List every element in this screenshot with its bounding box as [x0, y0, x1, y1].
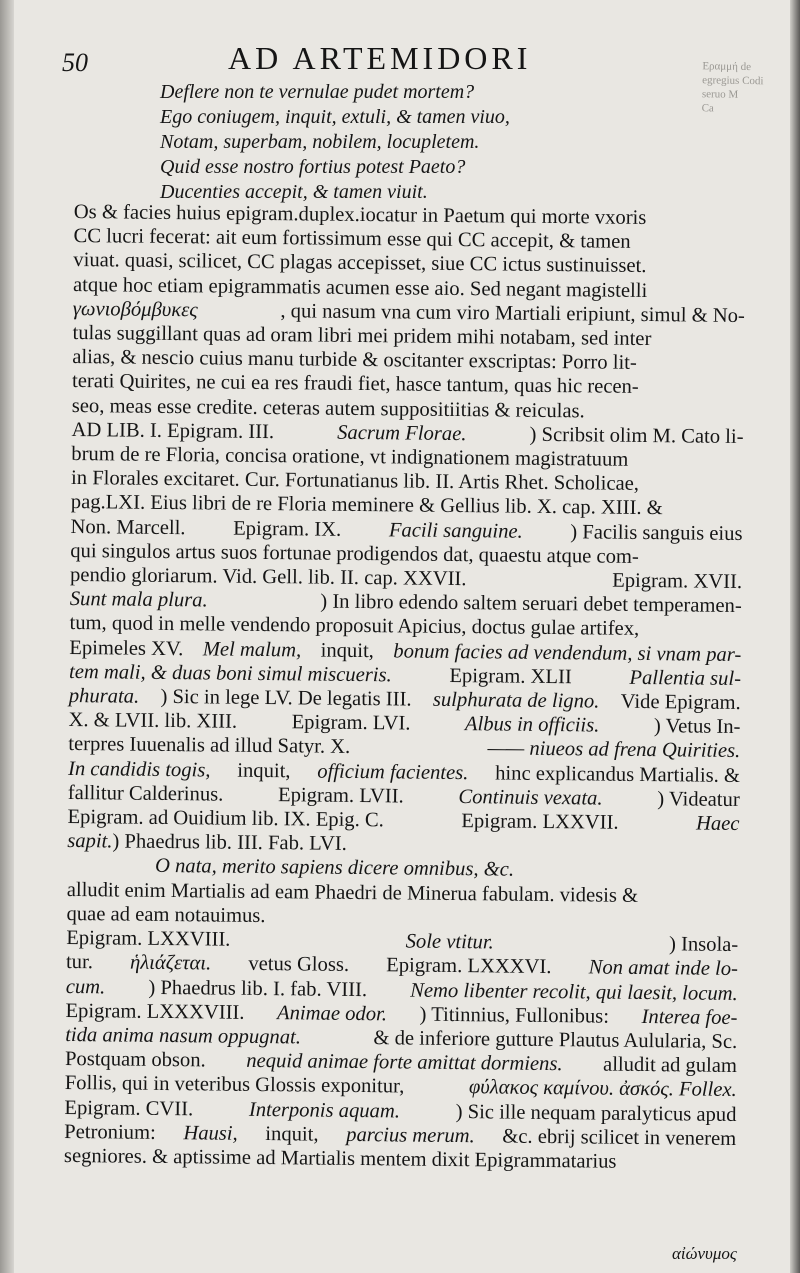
- text-segment: ἡλιάζεται.: [129, 951, 212, 975]
- text-segment: ) Phaedrus lib. I. fab. VIII.: [148, 976, 368, 1001]
- text-segment: Animae odor.: [277, 1001, 388, 1026]
- text-segment: γωνιοβόμβυκες: [72, 297, 198, 322]
- text-segment: Non. Marcell.: [70, 515, 186, 539]
- text-segment: fallitur Calderinus.: [67, 781, 224, 806]
- text-segment: Continuis vexata.: [458, 785, 603, 810]
- text-segment: —— niueos ad frena Quirities.: [487, 737, 741, 763]
- text-segment: ) Sic ille nequam paralyticus apud: [455, 1100, 737, 1126]
- text-segment: tida anima nasum oppugnat.: [65, 1023, 302, 1049]
- page-number: 50: [62, 48, 88, 77]
- text-segment: Mel malum,: [202, 638, 302, 662]
- text-segment: tulas suggillant quas ad oram libri mei pridem mihi notabam, sed inter: [72, 322, 652, 351]
- text-segment: Epigram. ad Ouidium lib. IX. Epig. C.: [67, 806, 384, 832]
- text-segment: Petronium:: [64, 1120, 156, 1144]
- right-page-edge: [790, 0, 800, 1273]
- text-segment: In candidis togis,: [67, 757, 211, 782]
- text-segment: AD LIB. I. Epigram. III.: [71, 418, 275, 443]
- text-segment: sulphurata de ligno.: [432, 688, 600, 713]
- text-segment: Non amat inde lo-: [588, 956, 739, 981]
- left-page-edge: [0, 0, 14, 1273]
- text-segment: ) Sic in lege LV. De legatis III.: [160, 685, 412, 711]
- text-segment: φύλακος καμίνου. ἀσκός. Follex.: [468, 1076, 737, 1102]
- text-segment: Vide Epigram.: [620, 690, 741, 715]
- text-segment: Epigram. LXXXVI.: [386, 954, 552, 979]
- verse-line: Notam, superbam, nobilem, locupletem.: [160, 131, 480, 153]
- verse-line: Quid esse nostro fortius potest Paeto?: [160, 156, 466, 178]
- text-segment: & de inferiore gutture Plautus Aulularia, Sc.: [373, 1027, 738, 1053]
- text-segment: brum de re Floria, concisa oratione, vt indignationem magistratuum: [71, 443, 629, 471]
- text-segment: Epigram. CVII.: [64, 1096, 194, 1120]
- text-segment: Follis, qui in veteribus Glossis exponitur,: [64, 1072, 405, 1098]
- text-segment: ) Insola-: [668, 933, 739, 957]
- text-segment: inquit,: [320, 639, 375, 662]
- text-segment: hinc explicandus Martialis. &: [495, 762, 741, 787]
- text-segment: pag.LXI. Eius libri de re Floria meminere & Gellius lib. X. cap. XIII. &: [70, 491, 663, 520]
- text-segment: atque hoc etiam epigrammatis acumen esse aio. Sed negant magistelli: [72, 273, 648, 302]
- text-segment: Epigram. LXXVII.: [461, 810, 619, 834]
- text-segment: Facili sanguine.: [388, 518, 523, 543]
- text-segment: terpres Iuuenalis ad illud Satyr. X.: [68, 733, 351, 759]
- text-segment: Hausi,: [183, 1121, 238, 1145]
- text-segment: Sunt mala plura.: [69, 588, 208, 612]
- text-segment: in Florales excitaret. Cur. Fortunatianus lib. II. Artis Rhet. Scholicae,: [70, 467, 640, 496]
- text-segment: Interea foe-: [641, 1005, 738, 1029]
- bleed-line: Ca: [701, 102, 714, 115]
- text-segment: ) Vetus In-: [653, 715, 741, 739]
- text-segment: alias, & nescio cuius manu turbide & oscitanter exscriptas: Porro lit-: [72, 346, 637, 375]
- text-segment: Sacrum Florae.: [337, 421, 467, 445]
- text-segment: Os & facies huius epigram.duplex.iocatur in Paetum qui morte vxoris: [73, 200, 647, 229]
- text-segment: Epigram. LXXXVIII.: [65, 999, 245, 1024]
- text-segment: cum.: [65, 975, 106, 998]
- text-segment: inquit,: [237, 759, 291, 782]
- text-segment: Epigram. LVII.: [277, 784, 404, 808]
- text-segment: Albus in officiis.: [464, 713, 600, 737]
- text-segment: Sole vtitur.: [405, 930, 494, 954]
- text-segment: ) Phaedrus lib. III. Fab. LVI.: [112, 830, 347, 856]
- bleed-line: Εραμμή de: [702, 60, 752, 74]
- verse-line: Ducenties accepit, & tamen viuit.: [160, 181, 428, 203]
- text-segment: Epigram. XLII: [449, 664, 572, 689]
- text-segment: Nemo libenter recolit, qui laesit, locum.: [410, 979, 738, 1005]
- text-segment: phurata.: [68, 685, 140, 708]
- text-segment: Epigram. IX.: [233, 517, 342, 541]
- text-segment: parcius merum.: [346, 1123, 475, 1147]
- text-segment: &c. ebrij scilicet in venerem: [502, 1125, 737, 1150]
- text-segment: Pallentia sul-: [629, 666, 742, 690]
- text-segment: Postquam obson.: [64, 1048, 206, 1072]
- text-segment: alludit ad gulam: [602, 1053, 738, 1078]
- text-segment: ) Videatur: [657, 788, 740, 811]
- text-segment: Interponis aquam.: [248, 1098, 401, 1122]
- bleed-through: [702, 59, 793, 117]
- verse-line: Ego coniugem, inquit, extuli, & tamen viuo,: [160, 106, 510, 128]
- text-segment: bonum facies ad vendendum, si vnam par-: [393, 640, 742, 666]
- text-segment: ) Scribsit olim M. Cato li-: [529, 423, 744, 448]
- text-segment: CC lucri fecerat: ait eum fortissimum esse qui CC accepit, & tamen: [73, 225, 631, 254]
- text-segment: tem mali, & duas boni simul miscueris.: [68, 660, 392, 687]
- text-segment: viuat. quasi, scilicet, CC plagas accepisset, siue CC ictus sustinuisset.: [73, 249, 647, 278]
- text-segment: tum, quod in melle vendendo proposuit Apicius, doctus gulae artifex,: [69, 612, 640, 641]
- text-segment: nequid animae forte amittat dormiens.: [246, 1049, 563, 1076]
- text-segment: ) Titinnius, Fullonibus:: [419, 1003, 610, 1028]
- text-segment: segniores. & aptissime ad Martialis mentem dixit Epigrammatarius: [63, 1144, 617, 1173]
- text-segment: O nata, merito sapiens dicere omnibus, &c.: [154, 855, 515, 882]
- text-segment: , qui nasum vna cum viro Martiali eripiunt, simul & No-: [280, 299, 745, 327]
- text-segment: seo, meas esse credite. ceteras autem suppositiitias & reiculas.: [71, 394, 585, 422]
- bleed-line: egregius Codi: [702, 74, 764, 88]
- text-segment: officium facientes.: [317, 760, 469, 784]
- text-segment: ) In libro edendo saltem seruari debet temperamen-: [320, 590, 742, 618]
- text-segment: Epigram. LXXVIII.: [66, 927, 231, 951]
- text-segment: ) Facilis sanguis eius: [570, 520, 743, 545]
- text-segment: Epigram. LVI.: [291, 711, 411, 735]
- text-segment: alludit enim Martialis ad eam Phaedri de Minerua fabulam. videsis &: [66, 878, 639, 907]
- text-segment: terati Quirites, ne cui ea res fraudi fiet, hasce tantum, quas hic recen-: [71, 370, 639, 399]
- running-head: AD ARTEMIDORI: [228, 40, 532, 76]
- verse-line: Deflere non te vernulae pudet mortem?: [160, 81, 475, 103]
- text-segment: Haec: [695, 812, 740, 836]
- bleed-line: seruo M: [701, 88, 739, 101]
- text-segment: quae ad eam notauimus.: [66, 902, 266, 927]
- text-segment: X. & LVII. lib. XIII.: [68, 709, 238, 734]
- catchword: αἰώνυμος: [672, 1244, 737, 1263]
- text-segment: pendio gloriarum. Vid. Gell. lib. II. cap. XXVII.: [69, 564, 467, 591]
- text-segment: qui singulos artus suos fortunae prodigendos dat, quaestu atque com-: [70, 539, 639, 568]
- text-segment: Epimeles XV.: [69, 636, 184, 660]
- text-segment: sapit.: [67, 830, 113, 853]
- text-segment: Epigram. XVII.: [612, 569, 743, 594]
- text-segment: tur.: [65, 951, 94, 974]
- verse-quotation: [160, 80, 510, 205]
- text-segment: inquit,: [265, 1122, 319, 1146]
- commentary-text: [64, 200, 746, 1175]
- text-segment: vetus Gloss.: [248, 953, 350, 977]
